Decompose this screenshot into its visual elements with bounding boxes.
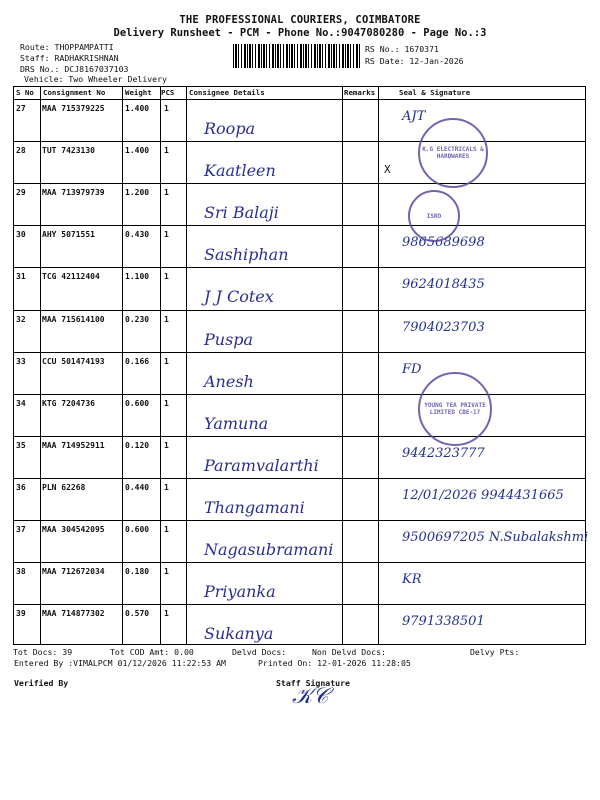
staff-line: Staff: RADHAKRISHNAN (20, 53, 119, 63)
non-delvd-docs: Non Delvd Docs: (312, 647, 386, 657)
row-consignment-no: MAA 713979739 (42, 188, 105, 198)
row-signature: 9791338501 (402, 614, 485, 630)
row-consignee-name: Priyanka (204, 582, 276, 602)
row-weight: 0.600 (125, 525, 150, 534)
row-consignee-name: Anesh (204, 371, 254, 391)
row-signature: 12/01/2026 9944431665 (402, 487, 564, 503)
printed-on: Printed On: 12-01-2026 11:28:05 (258, 658, 411, 668)
row-consignment-no: TUT 7423130 (42, 146, 95, 156)
barcode (233, 44, 361, 68)
row-consignee-name: Nagasubramani (204, 540, 334, 559)
row-consignee-name: Thangamani (204, 497, 305, 517)
row-weight: 0.230 (125, 314, 150, 324)
row-consignee-name: Paramvalarthi (204, 455, 319, 475)
rs-date-line: RS Date: 12-Jan-2026 (365, 56, 464, 66)
row-pcs: 1 (164, 272, 169, 282)
row-consignment-no: MAA 715379225 (42, 104, 105, 113)
col-remarks: Remarks (344, 88, 376, 97)
row-divider (14, 225, 585, 226)
row-sno: 37 (16, 525, 26, 534)
row-divider (14, 604, 585, 605)
row-pcs: 1 (164, 146, 169, 156)
row-sno: 29 (16, 188, 26, 198)
row-pcs: 1 (164, 525, 169, 534)
row-weight: 1.100 (125, 272, 150, 282)
row-sno: 32 (16, 314, 26, 324)
row-divider (14, 183, 585, 184)
row-divider (14, 478, 585, 479)
runsheet-table (13, 86, 589, 645)
row-signature: FD (402, 361, 422, 377)
row-pcs: 1 (164, 188, 169, 198)
row-weight: 1.400 (125, 146, 150, 156)
row-sno: 33 (16, 356, 26, 366)
row-weight: 0.440 (125, 482, 150, 492)
row-pcs: 1 (164, 230, 169, 240)
col-divider (186, 87, 187, 644)
row-signature: 9442323777 (402, 445, 485, 461)
row-divider (14, 352, 585, 353)
drs-value: DCJ8167037103 (64, 64, 129, 74)
col-divider (342, 87, 343, 644)
route-value: THOPPAMPATTI (54, 42, 114, 52)
delvy-pts: Delvy Pts: (470, 647, 520, 657)
row-divider (14, 520, 585, 521)
row-divider (14, 436, 585, 437)
row-consignee-name: Sri Balaji (204, 203, 279, 223)
rs-no-line: RS No.: 1670371 (365, 44, 439, 54)
staff-value: RADHAKRISHNAN (54, 53, 119, 63)
row-weight: 0.180 (125, 567, 150, 577)
col-consignment: Consignment No (43, 88, 106, 97)
row-pcs: 1 (164, 314, 169, 324)
row-pcs: 1 (164, 567, 169, 577)
row-sno: 34 (16, 398, 26, 408)
row-signature: KR (402, 572, 422, 588)
col-pcs: PCS (161, 88, 175, 97)
row-weight: 0.430 (125, 230, 150, 240)
col-divider (122, 87, 123, 644)
row-sno: 28 (16, 146, 26, 156)
row-sno: 36 (16, 482, 26, 492)
row-sno: 35 (16, 440, 26, 450)
col-seal-signature: Seal & Signature (399, 88, 471, 97)
col-sno: S No (16, 88, 34, 97)
row-signature: AJT (402, 109, 426, 124)
row-consignment-no: MAA 712672034 (42, 567, 105, 577)
row-consignment-no: MAA 714952911 (42, 440, 105, 450)
row-sno: 31 (16, 272, 26, 282)
staff-signature-scribble: 𝒦𝒞 (292, 684, 329, 709)
row-weight: 1.400 (125, 104, 150, 113)
vehicle-value: Two Wheeler Delivery (68, 74, 167, 84)
row-consignee-name: Sashiphan (204, 245, 289, 265)
row-pcs: 1 (164, 104, 169, 113)
row-signature: 9500697205 N.Subalakshmi (402, 530, 589, 545)
drs-line: DRS No.: DCJ8167037103 (20, 64, 129, 74)
row-weight: 0.600 (125, 398, 150, 408)
row-consignment-no: KTG 7204736 (42, 398, 95, 408)
shop-seal-stamp: K.G ELECTRICALS & HARDWARES (418, 118, 488, 188)
row-pcs: 1 (164, 482, 169, 492)
row-consignment-no: PLN 62268 (42, 482, 86, 492)
row-divider (14, 310, 585, 311)
tot-cod: Tot COD Amt: 0.00 (110, 647, 194, 657)
row-pcs: 1 (164, 440, 169, 450)
row-consignee-name: Yamuna (204, 413, 269, 433)
entered-by: Entered By :VIMALPCM 01/12/2026 11:22:53 AM (14, 658, 226, 668)
row-consignment-no: CCU 501474193 (42, 356, 105, 366)
row-consignee-name: Kaatleen (204, 161, 276, 181)
row-consignee-name: Puspa (204, 329, 254, 349)
row-divider (14, 141, 585, 142)
col-divider (160, 87, 161, 644)
seal-stamp: ISRO (408, 190, 460, 242)
company-title: THE PROFESSIONAL COURIERS, COIMBATORE (179, 14, 421, 26)
row-sno: 39 (16, 609, 26, 619)
row-consignment-no: TCG 42112404 (42, 272, 100, 282)
row-consignment-no: AHY 5071551 (42, 230, 95, 240)
col-divider (378, 87, 379, 644)
row-pcs: 1 (164, 356, 169, 366)
row-divider (14, 562, 585, 563)
row-consignee-name: Sukanya (204, 624, 274, 644)
row-remark: X (384, 163, 391, 177)
verified-by: Verified By (14, 678, 69, 688)
col-divider (40, 87, 41, 644)
row-consignment-no: MAA 715614100 (42, 314, 105, 324)
runsheet-title: Delivery Runsheet - PCM - Phone No.:9047080280 - Page No.:3 (113, 27, 487, 39)
route-line: Route: THOPPAMPATTI (20, 42, 114, 52)
col-consignee: Consignee Details (189, 88, 265, 97)
delvd-docs: Delvd Docs: (232, 647, 287, 657)
row-consignee-name: Roopa (204, 119, 256, 138)
table-header (14, 87, 585, 100)
row-consignment-no: MAA 714877302 (42, 609, 105, 619)
row-weight: 0.570 (125, 609, 150, 619)
row-divider (14, 267, 585, 268)
row-weight: 1.200 (125, 188, 150, 198)
tot-docs: Tot Docs: 39 (13, 647, 73, 657)
row-signature: 9624018435 (402, 277, 485, 293)
row-consignee-name: J J Cotex (204, 287, 274, 307)
row-signature: 7904023703 (402, 319, 485, 335)
staff-signature-label: Staff Signature (276, 678, 350, 688)
row-consignment-no: MAA 304542095 (42, 525, 105, 534)
vehicle-line: Vehicle: Two Wheeler Delivery (24, 74, 167, 84)
row-sno: 38 (16, 567, 26, 577)
row-sno: 30 (16, 230, 26, 240)
company-seal-stamp: YOUNG TEA PRIVATE LIMITED CBE-17 (418, 372, 492, 446)
row-weight: 0.166 (125, 356, 150, 366)
col-weight: Weight (125, 88, 152, 97)
row-pcs: 1 (164, 398, 169, 408)
row-divider (14, 394, 585, 395)
row-signature: 9865689698 (402, 235, 485, 251)
row-weight: 0.120 (125, 440, 150, 450)
row-sno: 27 (16, 104, 26, 113)
row-pcs: 1 (164, 609, 169, 619)
